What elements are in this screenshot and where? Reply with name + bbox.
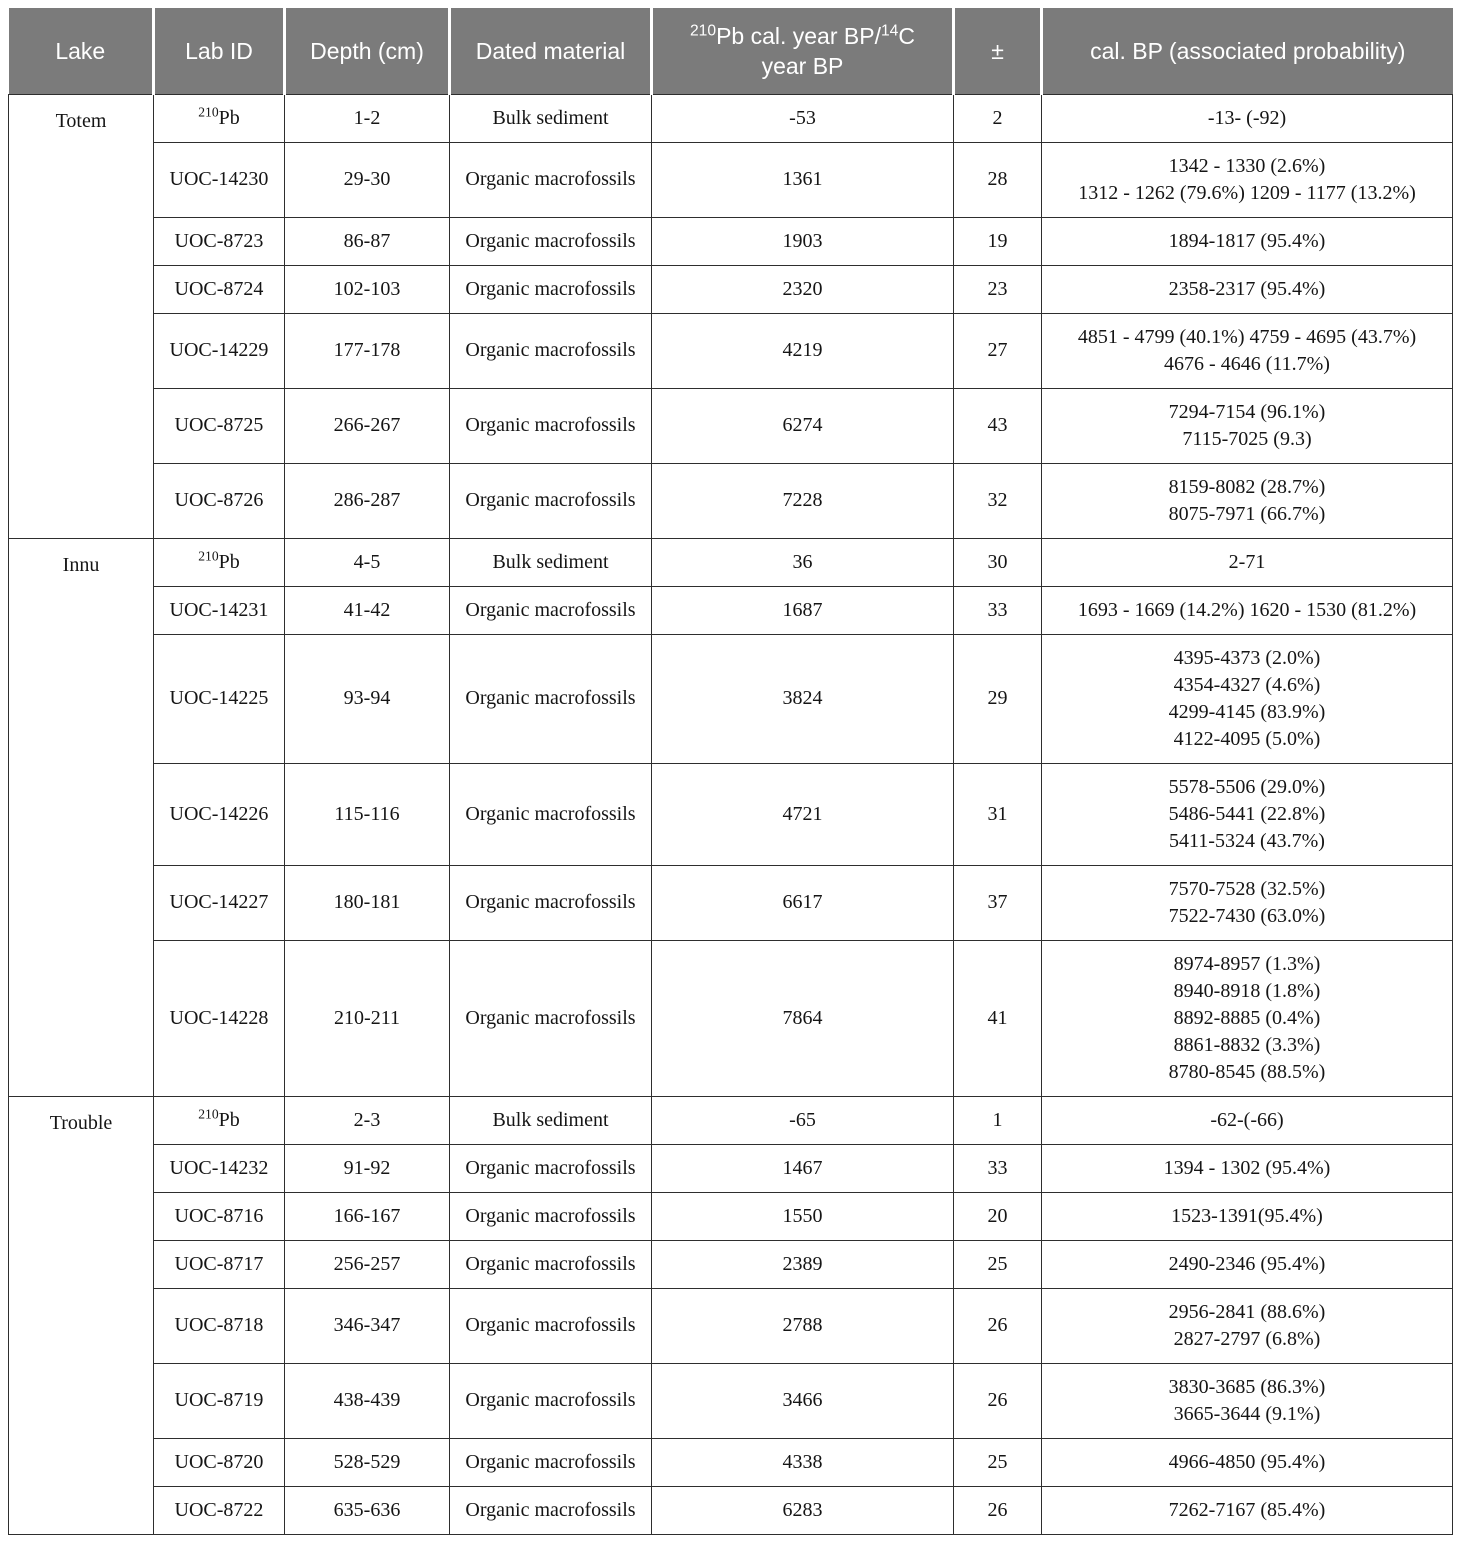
cal-bp-line: 3830-3685 (86.3%) [1168, 1375, 1326, 1398]
cal-bp-line: 1523-1391(95.4%) [1171, 1204, 1323, 1227]
material-cell: Organic macrofossils [450, 1363, 652, 1438]
cal-bp-cell [1042, 388, 1453, 463]
lake-cell: Totem [9, 94, 154, 538]
cal-bp-cell [1042, 313, 1453, 388]
table-row [9, 313, 1453, 388]
dating-table [8, 8, 1453, 1535]
table-row [9, 763, 1453, 865]
cal-bp-cell [1042, 265, 1453, 313]
pm-cell: 41 [954, 940, 1042, 1096]
table-row [9, 265, 1453, 313]
cal-bp-line: 4354-4327 (4.6%) [1173, 673, 1321, 696]
cal-bp-line: 4122-4095 (5.0%) [1173, 727, 1321, 750]
depth-cell: 4-5 [285, 538, 450, 586]
depth-cell: 29-30 [285, 142, 450, 217]
lab-id-cell: UOC-14230 [154, 142, 285, 217]
year-bp-cell: -53 [652, 94, 954, 142]
cal-bp-line: 4966-4850 (95.4%) [1168, 1450, 1326, 1473]
cal-bp-cell [1042, 538, 1453, 586]
year-bp-cell: 7864 [652, 940, 954, 1096]
year-bp-cell: 7228 [652, 463, 954, 538]
depth-cell: 635-636 [285, 1486, 450, 1534]
column-header: $^{210}$Pb cal. year BP/$^{14}$C year BP [652, 8, 954, 94]
pm-cell: 31 [954, 763, 1042, 865]
cal-bp-cell [1042, 1363, 1453, 1438]
lab-id-cell: UOC-8726 [154, 463, 285, 538]
depth-cell: 91-92 [285, 1144, 450, 1192]
cal-bp-line: 1394 - 1302 (95.4%) [1163, 1156, 1331, 1179]
year-bp-cell: 6617 [652, 865, 954, 940]
material-cell: Organic macrofossils [450, 940, 652, 1096]
pm-cell: 19 [954, 217, 1042, 265]
lab-id-cell: $^{210}$Pb [154, 1096, 285, 1144]
table-head-row [9, 8, 1453, 94]
material-cell: Bulk sediment [450, 94, 652, 142]
cal-bp-cell [1042, 634, 1453, 763]
pm-cell: 29 [954, 634, 1042, 763]
table-row [9, 1438, 1453, 1486]
table-row [9, 538, 1453, 586]
cal-bp-line: 1693 - 1669 (14.2%) 1620 - 1530 (81.2%) [1077, 598, 1417, 621]
lab-id-cell: UOC-14227 [154, 865, 285, 940]
column-header: ± [954, 8, 1042, 94]
pm-cell: 25 [954, 1438, 1042, 1486]
cal-bp-cell [1042, 1288, 1453, 1363]
depth-cell: 210-211 [285, 940, 450, 1096]
cal-bp-line: 7262-7167 (85.4%) [1168, 1498, 1326, 1521]
table-row [9, 586, 1453, 634]
cal-bp-line: 7115-7025 (9.3) [1182, 427, 1312, 450]
cal-bp-cell [1042, 586, 1453, 634]
table-row [9, 1096, 1453, 1144]
cal-bp-cell [1042, 1192, 1453, 1240]
lab-id-cell: UOC-14228 [154, 940, 285, 1096]
depth-cell: 166-167 [285, 1192, 450, 1240]
cal-bp-line: -62-(-66) [1210, 1108, 1284, 1131]
lab-id-cell: UOC-8725 [154, 388, 285, 463]
year-bp-cell: 3824 [652, 634, 954, 763]
cal-bp-line: -13- (-92) [1207, 106, 1287, 129]
material-cell: Organic macrofossils [450, 1144, 652, 1192]
cal-bp-cell [1042, 94, 1453, 142]
pm-cell: 37 [954, 865, 1042, 940]
lab-id-cell: UOC-8720 [154, 1438, 285, 1486]
cal-bp-line: 5578-5506 (29.0%) [1168, 775, 1326, 798]
table-row [9, 1144, 1453, 1192]
column-header: Lake [9, 8, 154, 94]
material-cell: Organic macrofossils [450, 142, 652, 217]
column-header: Dated material [450, 8, 652, 94]
table-row [9, 142, 1453, 217]
lab-id-cell: UOC-14225 [154, 634, 285, 763]
cal-bp-cell [1042, 1240, 1453, 1288]
cal-bp-cell [1042, 1096, 1453, 1144]
pm-cell: 25 [954, 1240, 1042, 1288]
cal-bp-line: 2490-2346 (95.4%) [1168, 1252, 1326, 1275]
table-row [9, 1192, 1453, 1240]
cal-bp-cell [1042, 763, 1453, 865]
depth-cell: 2-3 [285, 1096, 450, 1144]
year-bp-cell: 1550 [652, 1192, 954, 1240]
column-header: cal. BP (associated probability) [1042, 8, 1453, 94]
table-body [9, 94, 1453, 1534]
pm-cell: 32 [954, 463, 1042, 538]
cal-bp-cell [1042, 1438, 1453, 1486]
year-bp-cell: -65 [652, 1096, 954, 1144]
table-row [9, 463, 1453, 538]
year-bp-cell: 2389 [652, 1240, 954, 1288]
lab-id-cell: UOC-8717 [154, 1240, 285, 1288]
year-bp-cell: 4721 [652, 763, 954, 865]
year-bp-cell: 1903 [652, 217, 954, 265]
depth-cell: 438-439 [285, 1363, 450, 1438]
table-row [9, 217, 1453, 265]
year-bp-cell: 3466 [652, 1363, 954, 1438]
table-row [9, 94, 1453, 142]
pm-cell: 43 [954, 388, 1042, 463]
table-row [9, 865, 1453, 940]
pm-cell: 26 [954, 1288, 1042, 1363]
cal-bp-line: 2827-2797 (6.8%) [1173, 1327, 1321, 1350]
column-header: Depth (cm) [285, 8, 450, 94]
cal-bp-line: 8974-8957 (1.3%) [1173, 952, 1321, 975]
cal-bp-cell [1042, 865, 1453, 940]
material-cell: Organic macrofossils [450, 865, 652, 940]
material-cell: Bulk sediment [450, 538, 652, 586]
lab-id-cell: $^{210}$Pb [154, 94, 285, 142]
lab-id-cell: UOC-8724 [154, 265, 285, 313]
superscript: 210 [689, 22, 717, 40]
pm-cell: 27 [954, 313, 1042, 388]
cal-bp-line: 7522-7430 (63.0%) [1168, 904, 1326, 927]
year-bp-cell: 4219 [652, 313, 954, 388]
cal-bp-cell [1042, 463, 1453, 538]
material-cell: Organic macrofossils [450, 388, 652, 463]
cal-bp-line: 8940-8918 (1.8%) [1173, 979, 1321, 1002]
table-head [9, 8, 1453, 94]
year-bp-cell: 36 [652, 538, 954, 586]
table-row [9, 1486, 1453, 1534]
column-header: Lab ID [154, 8, 285, 94]
lab-id-cell: UOC-8722 [154, 1486, 285, 1534]
pm-cell: 33 [954, 586, 1042, 634]
depth-cell: 93-94 [285, 634, 450, 763]
cal-bp-line: 8075-7971 (66.7%) [1168, 502, 1326, 525]
lab-id-cell: $^{210}$Pb [154, 538, 285, 586]
pm-cell: 30 [954, 538, 1042, 586]
cal-bp-line: 5411-5324 (43.7%) [1169, 829, 1325, 852]
pm-cell: 28 [954, 142, 1042, 217]
cal-bp-line: 1342 - 1330 (2.6%) [1168, 154, 1326, 177]
cal-bp-line: 2358-2317 (95.4%) [1168, 277, 1326, 300]
material-cell: Organic macrofossils [450, 763, 652, 865]
material-cell: Bulk sediment [450, 1096, 652, 1144]
lab-id-cell: UOC-8719 [154, 1363, 285, 1438]
cal-bp-line: 1894-1817 (95.4%) [1168, 229, 1326, 252]
table-row [9, 940, 1453, 1096]
year-bp-cell: 1467 [652, 1144, 954, 1192]
depth-cell: 266-267 [285, 388, 450, 463]
superscript: 14 [880, 22, 899, 40]
lab-id-cell: UOC-14226 [154, 763, 285, 865]
cal-bp-cell [1042, 217, 1453, 265]
material-cell: Organic macrofossils [450, 1192, 652, 1240]
cal-bp-line: 4851 - 4799 (40.1%) 4759 - 4695 (43.7%) [1077, 325, 1417, 348]
cal-bp-cell [1042, 940, 1453, 1096]
lake-cell: Innu [9, 538, 154, 1096]
year-bp-cell: 2788 [652, 1288, 954, 1363]
material-cell: Organic macrofossils [450, 1288, 652, 1363]
pm-cell: 2 [954, 94, 1042, 142]
lab-id-cell: UOC-8716 [154, 1192, 285, 1240]
material-cell: Organic macrofossils [450, 463, 652, 538]
material-cell: Organic macrofossils [450, 1240, 652, 1288]
year-bp-cell: 1361 [652, 142, 954, 217]
cal-bp-cell [1042, 1144, 1453, 1192]
depth-cell: 1-2 [285, 94, 450, 142]
material-cell: Organic macrofossils [450, 265, 652, 313]
superscript: 210 [198, 103, 219, 119]
cal-bp-cell [1042, 142, 1453, 217]
table-row [9, 1240, 1453, 1288]
material-cell: Organic macrofossils [450, 1438, 652, 1486]
depth-cell: 86-87 [285, 217, 450, 265]
lab-id-cell: UOC-14232 [154, 1144, 285, 1192]
cal-bp-line: 2956-2841 (88.6%) [1168, 1300, 1326, 1323]
cal-bp-line: 8892-8885 (0.4%) [1173, 1006, 1321, 1029]
cal-bp-line: 2-71 [1228, 550, 1266, 573]
table-row [9, 1288, 1453, 1363]
cal-bp-line: 3665-3644 (9.1%) [1173, 1402, 1321, 1425]
cal-bp-line: 4676 - 4646 (11.7%) [1164, 352, 1330, 375]
pm-cell: 20 [954, 1192, 1042, 1240]
lab-id-cell: UOC-8718 [154, 1288, 285, 1363]
cal-bp-line: 4299-4145 (83.9%) [1168, 700, 1326, 723]
table-row [9, 634, 1453, 763]
material-cell: Organic macrofossils [450, 313, 652, 388]
cal-bp-line: 7294-7154 (96.1%) [1168, 400, 1326, 423]
lab-id-cell: UOC-8723 [154, 217, 285, 265]
depth-cell: 115-116 [285, 763, 450, 865]
pm-cell: 33 [954, 1144, 1042, 1192]
year-bp-cell: 1687 [652, 586, 954, 634]
material-cell: Organic macrofossils [450, 634, 652, 763]
pm-cell: 26 [954, 1486, 1042, 1534]
pm-cell: 26 [954, 1363, 1042, 1438]
superscript: 210 [198, 547, 219, 563]
depth-cell: 41-42 [285, 586, 450, 634]
cal-bp-line: 7570-7528 (32.5%) [1168, 877, 1326, 900]
depth-cell: 180-181 [285, 865, 450, 940]
lab-id-cell: UOC-14229 [154, 313, 285, 388]
material-cell: Organic macrofossils [450, 1486, 652, 1534]
superscript: 210 [198, 1105, 219, 1121]
year-bp-cell: 2320 [652, 265, 954, 313]
pm-cell: 1 [954, 1096, 1042, 1144]
pm-cell: 23 [954, 265, 1042, 313]
cal-bp-line: 4395-4373 (2.0%) [1173, 646, 1321, 669]
depth-cell: 286-287 [285, 463, 450, 538]
cal-bp-line: 8159-8082 (28.7%) [1168, 475, 1326, 498]
cal-bp-cell [1042, 1486, 1453, 1534]
lab-id-cell: UOC-14231 [154, 586, 285, 634]
cal-bp-line: 1312 - 1262 (79.6%) 1209 - 1177 (13.2%) [1078, 181, 1416, 204]
depth-cell: 346-347 [285, 1288, 450, 1363]
year-bp-cell: 6274 [652, 388, 954, 463]
depth-cell: 528-529 [285, 1438, 450, 1486]
depth-cell: 102-103 [285, 265, 450, 313]
depth-cell: 177-178 [285, 313, 450, 388]
lake-cell: Trouble [9, 1096, 154, 1534]
table-row [9, 388, 1453, 463]
depth-cell: 256-257 [285, 1240, 450, 1288]
cal-bp-line: 8861-8832 (3.3%) [1173, 1033, 1321, 1056]
cal-bp-line: 8780-8545 (88.5%) [1168, 1060, 1326, 1083]
table-row [9, 1363, 1453, 1438]
material-cell: Organic macrofossils [450, 217, 652, 265]
year-bp-cell: 4338 [652, 1438, 954, 1486]
year-bp-cell: 6283 [652, 1486, 954, 1534]
cal-bp-line: 5486-5441 (22.8%) [1168, 802, 1326, 825]
material-cell: Organic macrofossils [450, 586, 652, 634]
